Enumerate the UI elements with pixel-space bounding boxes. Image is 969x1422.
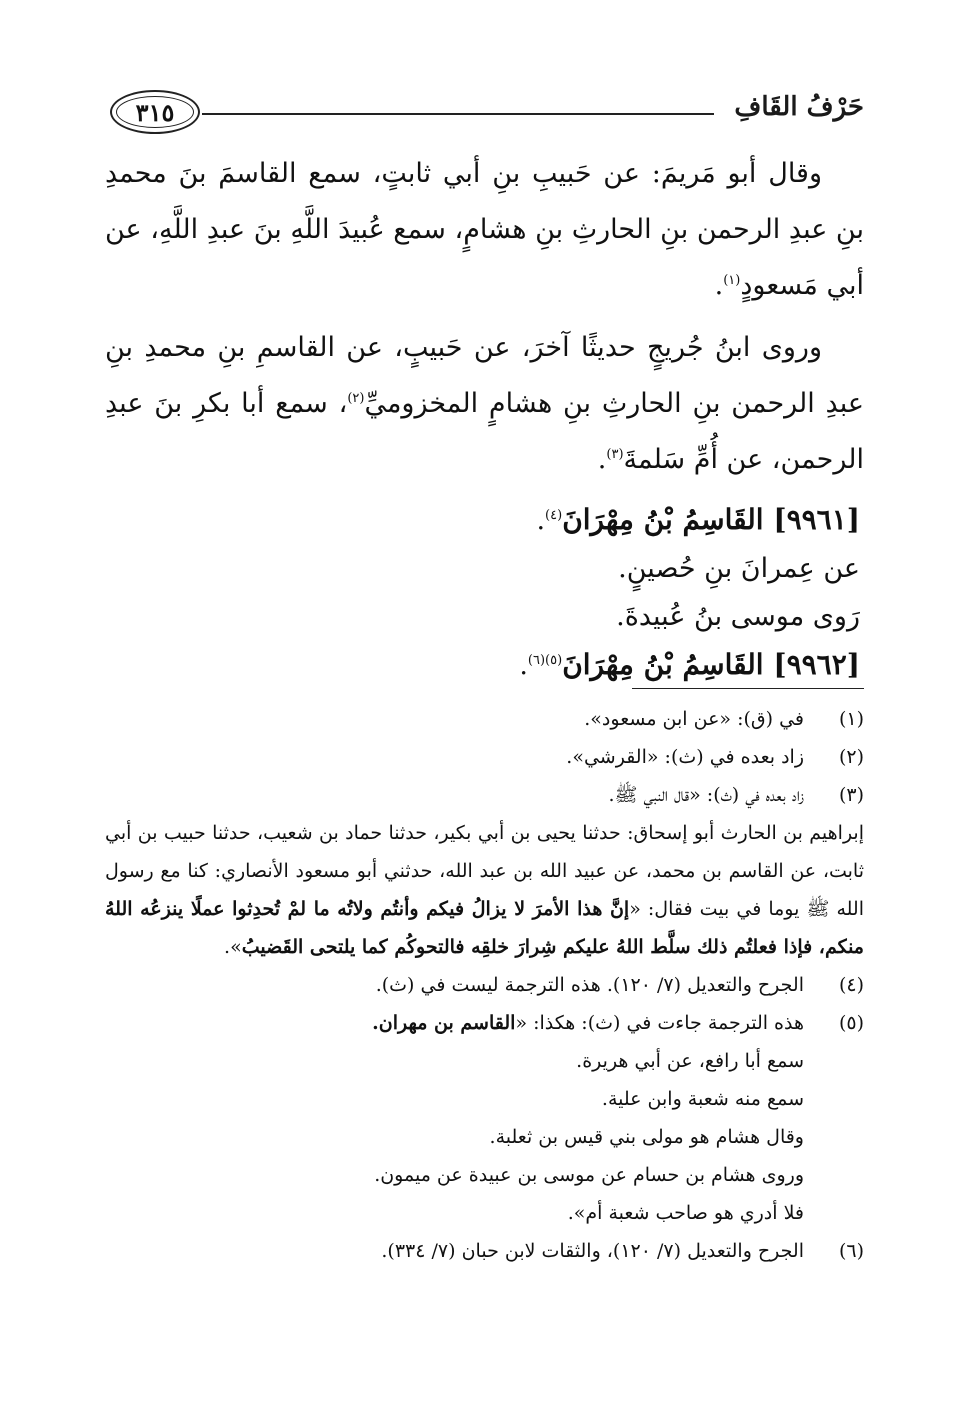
entry-9961 (105, 496, 864, 545)
paragraph-1-end: . (714, 270, 724, 301)
entry-9961-title: [٩٩٦١] القَاسِمُ بْنُ مِهْرَانَ (562, 503, 860, 536)
entry-9961-end: . (536, 505, 546, 536)
paragraph-2-end: . (597, 444, 607, 475)
footnote-text: في (ق): «عن ابن مسعود». (584, 708, 804, 730)
footnote-5-subline-4: وروى هشام بن حسام عن موسى بن عبيدة عن ميمون. (374, 1164, 804, 1186)
footnote-ref-2[interactable]: (٢) (347, 391, 365, 406)
footnote-5-name: القاسم بن مهران. (372, 1012, 516, 1034)
page-number-inner-ring (116, 96, 194, 128)
footnote-text (105, 1004, 804, 1042)
footnote-ref-1[interactable]: (١) (723, 273, 741, 288)
entry-9962 (105, 641, 864, 690)
footnote-text: زاد بعده في (ث): «قال النبي ﷺ. (608, 784, 804, 806)
footnote-2 (105, 738, 864, 776)
paragraph-1-text: وقال أبو مَريمَ: عن حَبيبِ بنِ أبي ثابتٍ، سمع القاسمَ بنَ محمدِ بنِ عبدِ الرحمن بنِ الحارثِ بنِ هشامٍ، سمع عُبيدَ اللَّهِ بنَ عبدِ اللَّهِ، عن أبي مَسعودٍ (105, 158, 864, 301)
header-rule (202, 113, 714, 115)
footnote-3-end: ». (224, 936, 242, 958)
footnote-5 (105, 1004, 864, 1042)
paragraph-2 (105, 320, 864, 488)
footnote-number: (٦) (838, 1240, 864, 1262)
footnote-ref-4[interactable]: (٤) (545, 508, 563, 523)
footnote-3-hadith: إنَّ هذا الأمرَ لا يزالُ فيكم وأنتُم ولاتُه ما لمْ تُحدِثوا عملًا ينزعُه اللهُ منكم، فإذا فعلتُم ذلك سلَّط اللهُ عليكم شِرارَ خلقِه فالتحوكُم كما يلتحى القَضيبُ (105, 898, 864, 958)
footnotes (105, 700, 864, 1270)
chapter-title: حَرْفُ القَافِ (734, 92, 864, 122)
footnote-text: الجرح والتعديل (٧/ ١٢٠)، والثقات لابن حبان (٧/ ٣٣٤). (381, 1240, 804, 1262)
footnote-text: الجرح والتعديل (٧/ ١٢٠). هذه الترجمة ليست في (ث). (375, 974, 804, 996)
paragraph-2-text-cont: ، سمع أبا بكرِ بنَ عبدِ الرحمن، عن أُمِّ سَلمةَ (105, 388, 864, 475)
footnote-3-continuation (105, 814, 864, 966)
footnote-1 (105, 700, 864, 738)
page-header (110, 90, 864, 136)
footnote-number: (٢) (838, 746, 864, 768)
footnote-ref-3[interactable]: (٣) (606, 447, 624, 462)
footnote-3-isnad: إبراهيم بن الحارث أبو إسحاق: حدثنا يحيى بن أبي بكير، حدثنا حماد بن شعيب، حدثنا حبيب بن أبي ثابت، عن القاسم بن محمد، عن عبيد الله بن عبد الله، حدثني أبو مسعود الأنصاري: كنا مع رسول الله ﷺ يوما في بيت فقال: « (105, 822, 865, 920)
footnote-6 (105, 1232, 864, 1270)
footnote-divider (632, 688, 864, 689)
entry-9962-title: [٩٩٦٢] القَاسِمُ بْنُ مِهْرَانَ (562, 648, 860, 681)
page-number: ٣١٥ (135, 97, 175, 127)
footnote-4 (105, 966, 864, 1004)
footnote-text: زاد بعده في (ث): «القرشي». (566, 746, 804, 768)
footnote-5-subline-3: وقال هشام هو مولى بني قيس بن ثعلبة. (489, 1126, 804, 1148)
footnote-number: (٣) (838, 784, 864, 806)
entry-9962-end: . (519, 650, 528, 681)
entry-9961-line-2: رَوى موسى بنُ عُبيدةَ. (616, 601, 860, 632)
footnote-ref-5-6[interactable]: (٥)(٦) (527, 653, 563, 668)
footnote-number: (٤) (838, 974, 864, 996)
entries-block (105, 496, 864, 690)
footnote-5-intro: هذه الترجمة جاءت في (ث): هكذا: « (515, 1012, 804, 1034)
paragraph-1 (105, 146, 864, 314)
footnote-5-subline-2: سمع منه شعبة وابن علية. (601, 1088, 804, 1110)
footnote-number: (١) (838, 708, 864, 730)
footnote-3 (105, 776, 864, 814)
footnote-5-subline-1: سمع أبا رافع، عن أبي هريرة. (576, 1050, 804, 1072)
page-number-badge (110, 90, 200, 134)
entry-9961-line-1: عن عِمرانَ بنِ حُصينٍ. (618, 553, 860, 584)
footnote-number: (٥) (838, 1012, 864, 1034)
footnote-5-subline-5: فلا أدري هو صاحب شعبة أم». (567, 1202, 804, 1224)
main-text (105, 146, 864, 690)
paragraph-2-text: وروى ابنُ جُريجٍ حديثًا آخرَ، عن حَبيبٍ، عن القاسمِ بنِ محمدِ بنِ عبدِ الرحمن بنِ الحارثِ بنِ هشامٍ المخزوميِّ (105, 332, 864, 419)
